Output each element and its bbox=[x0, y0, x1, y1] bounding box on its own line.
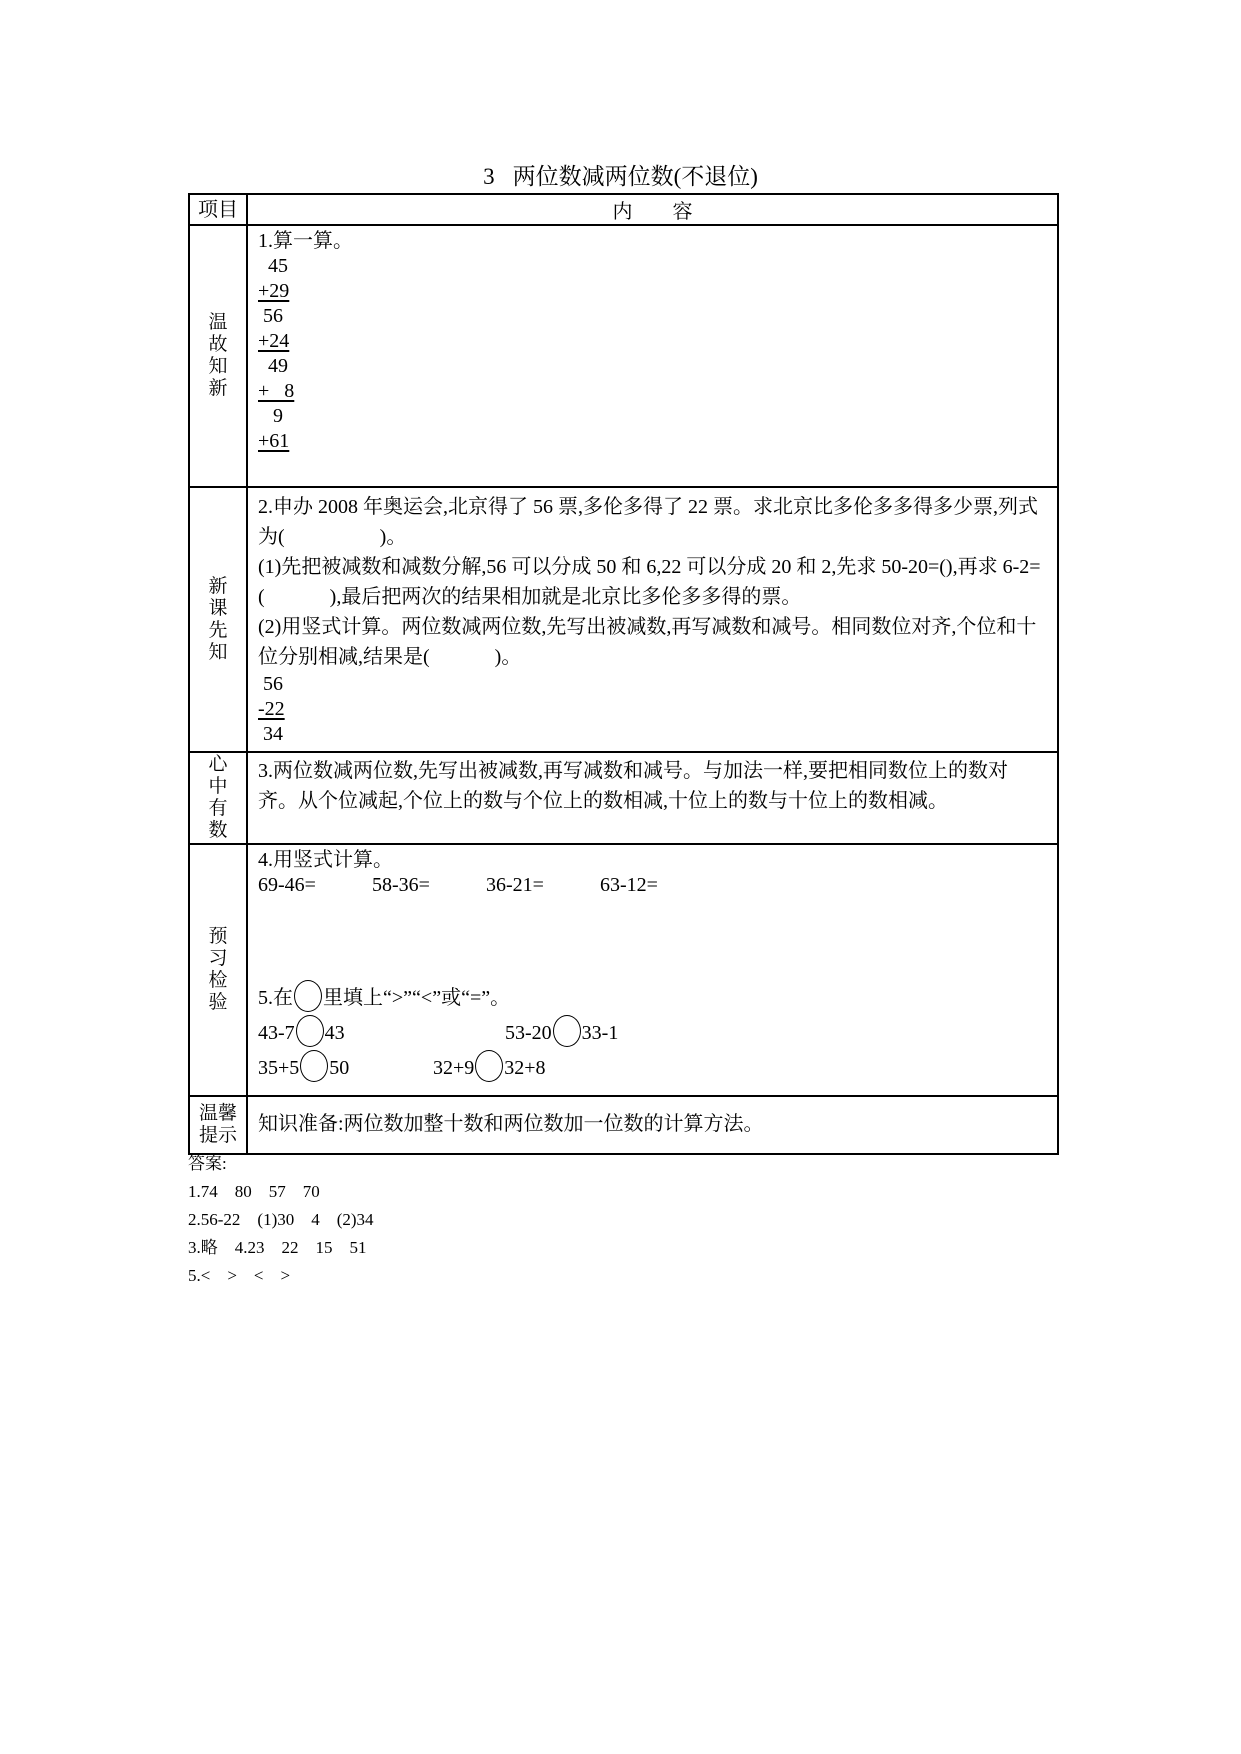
blank-circle[interactable] bbox=[475, 1050, 503, 1082]
calc-line: 56 bbox=[258, 305, 283, 327]
expr: 36-21= bbox=[486, 874, 544, 896]
row-label-preview: 新课先知 bbox=[208, 575, 228, 663]
lesson-number: 3 bbox=[483, 164, 495, 189]
row-label-practice: 预习检验 bbox=[208, 926, 228, 1013]
lesson-title: 两位数减两位数(不退位) bbox=[512, 164, 758, 189]
calc-line: 34 bbox=[258, 723, 283, 745]
calc-line: 56 bbox=[258, 673, 283, 695]
q4-expressions bbox=[258, 873, 1047, 980]
table-header-row bbox=[189, 194, 1058, 225]
row-label-key-points: 心中有数 bbox=[208, 754, 228, 841]
compare-row: 35+5 50 32+9 32+8 bbox=[258, 1050, 1047, 1085]
q4-heading: 4.用竖式计算。 bbox=[258, 849, 393, 871]
compare-row: 43-7 43 53-20 33-1 bbox=[258, 1015, 1047, 1050]
row-content-review bbox=[247, 225, 1058, 487]
row-content-tips: 知识准备:两位数加整十数和两位数加一位数的计算方法。 bbox=[247, 1096, 1058, 1154]
row-key-points bbox=[189, 752, 1058, 844]
calc-line: + 8 bbox=[258, 380, 295, 402]
expr: 69-46= bbox=[258, 874, 316, 896]
calc-line: +24 bbox=[258, 330, 290, 352]
blank-circle[interactable] bbox=[296, 1015, 324, 1047]
q2-part1: (1)先把被减数和减数分解,56 可以分成 50 和 6,22 可以分成 20 和 2,先求 50-20=(),再求 6-2=( ),最后把两次的结果相加就是北京比多伦多多得的票。 bbox=[258, 556, 1041, 608]
blank-circle[interactable] bbox=[300, 1050, 328, 1082]
worksheet-table bbox=[188, 193, 1059, 1155]
answer-line: 2.56-22 (1)30 4 (2)34 bbox=[188, 1210, 374, 1229]
calc-line: 49 bbox=[258, 355, 288, 377]
q1-heading: 1.算一算。 bbox=[258, 230, 353, 252]
calc-line: 9 bbox=[258, 405, 283, 427]
blank-circle[interactable] bbox=[553, 1015, 581, 1047]
calc-line: +61 bbox=[258, 430, 290, 452]
row-review bbox=[189, 225, 1058, 487]
header-content: 内 容 bbox=[247, 194, 1058, 225]
expr: 58-36= bbox=[372, 874, 430, 896]
q5-heading: 5.在 里填上“>”“<”或“=”。 bbox=[258, 980, 1047, 1015]
row-content-key-points: 3.两位数减两位数,先写出被减数,再写减数和减号。与加法一样,要把相同数位上的数对齐。从个位减起,个位上的数与个位上的数相减,十位上的数与十位上的数相减。 bbox=[247, 752, 1058, 844]
answer-line: 1.74 80 57 70 bbox=[188, 1182, 320, 1201]
blank-circle[interactable] bbox=[294, 980, 322, 1012]
q2-paragraph: 2.申办 2008 年奥运会,北京得了 56 票,多伦多得了 22 票。求北京比多伦多多得多少票,列式为( )。 bbox=[258, 496, 1038, 548]
answers-heading: 答案: bbox=[188, 1154, 227, 1173]
answer-section bbox=[188, 1150, 374, 1290]
answer-line: 3.略 4.23 22 15 51 bbox=[188, 1238, 367, 1257]
page-title bbox=[0, 158, 1241, 191]
calc-line: -22 bbox=[258, 698, 285, 720]
row-label-review: 温故知新 bbox=[208, 312, 228, 399]
row-content-preview bbox=[247, 487, 1058, 752]
row-practice bbox=[189, 844, 1058, 1096]
header-item: 项目 bbox=[189, 194, 247, 225]
row-preview bbox=[189, 487, 1058, 752]
calc-line: 45 bbox=[258, 255, 288, 277]
q2-part2: (2)用竖式计算。两位数减两位数,先写出被减数,再写减数和减号。相同数位对齐,个位和十位分别相减,结果是( )。 bbox=[258, 616, 1037, 668]
calc-line: +29 bbox=[258, 280, 290, 302]
answer-line: 5.< > < > bbox=[188, 1266, 291, 1285]
row-label-tips: 温馨提示 bbox=[198, 1103, 237, 1146]
expr: 63-12= bbox=[600, 874, 658, 896]
row-content-practice bbox=[247, 844, 1058, 1096]
row-tips bbox=[189, 1096, 1058, 1154]
